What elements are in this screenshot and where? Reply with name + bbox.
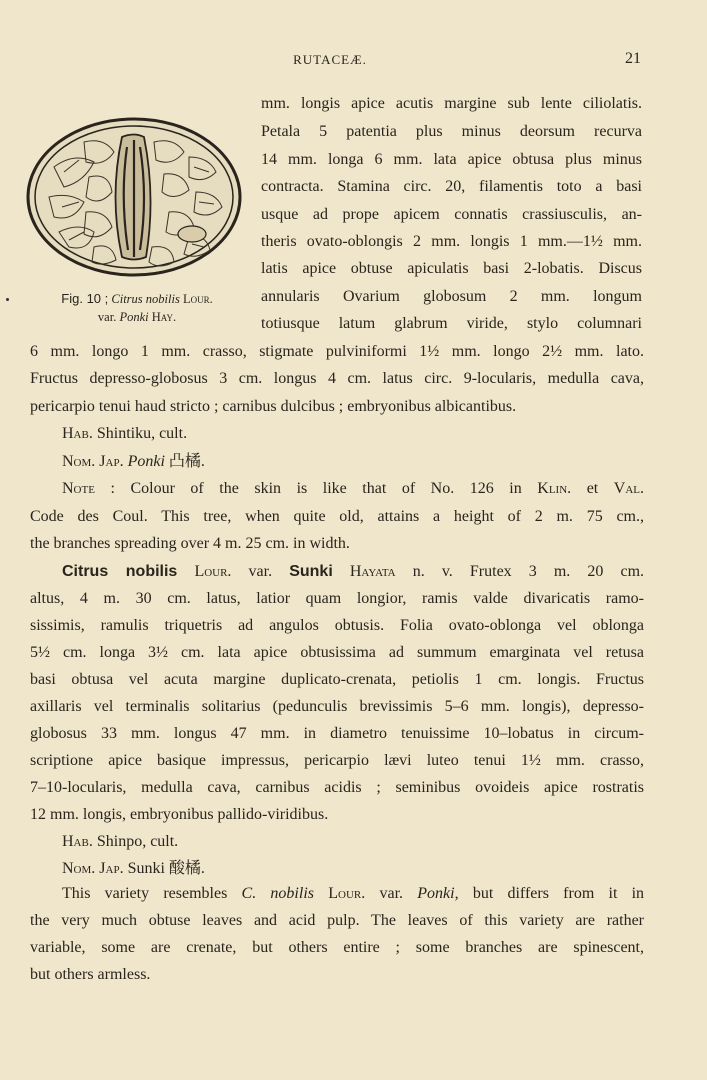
body-line: contracta. Stamina circ. 20, filamentis toto a basi <box>261 178 642 195</box>
japanese-name-line <box>62 452 205 472</box>
body-line: variable, some are crenate, but others entire ; some branches are spinescent, <box>30 939 644 956</box>
body-line: altus, 4 m. 30 cm. latus, latior quam longior, ramis valde divaricatis ramo- <box>30 590 644 607</box>
body-line: 12 mm. longis, embryonibus pallido-viridibus. <box>30 806 329 823</box>
japanese-name-label: Nom. Jap. <box>62 453 124 470</box>
figure-variety-author: Hay. <box>151 310 177 324</box>
habitat-line <box>62 424 187 444</box>
note-klin: Klin. <box>537 480 572 497</box>
body-line: Code des Coul. This tree, when quite old, attains a height of 2 m. 75 cm., <box>30 508 644 525</box>
body-line: 7–10-locularis, medulla cava, carnibus acidis ; seminibus ovoideis apice rostratis <box>30 779 644 796</box>
figure-caption-line-1 <box>26 290 248 308</box>
figure-var-prefix: var. <box>97 310 117 324</box>
margin-mark <box>6 298 9 301</box>
body-line: axillaris vel terminalis solitarius (pedunculis brevissimis 5–6 mm. longis), depresso- <box>30 698 644 715</box>
body-line: usque ad prope apicem connatis crassiusculis, an- <box>261 206 642 223</box>
japanese-kanji: 凸橘. <box>168 453 205 470</box>
habitat-label: Hab. <box>62 833 93 850</box>
body-line: 6 mm. longo 1 mm. crasso, stigmate pulviniformi 1½ mm. longo 2½ mm. lato. <box>30 343 644 360</box>
japanese-name-label: Nom. Jap. <box>62 860 124 877</box>
final-species: C. nobilis <box>241 885 314 902</box>
note-line <box>62 479 644 499</box>
species-var-word: var. <box>248 563 273 580</box>
body-line: 14 mm. longa 6 mm. lata apice obtusa plus minus <box>261 151 642 168</box>
final-text-end: but differs from it in <box>472 885 645 902</box>
citrus-fruit-cross-section-figure <box>24 112 244 282</box>
habitat-text: Shintiku, cult. <box>96 425 188 442</box>
figure-label: Fig. 10 ; <box>61 291 109 306</box>
page-number: 21 <box>625 50 641 67</box>
body-line: globosus 33 mm. longus 47 mm. in diametro tenuissime 10–lobatus in circum- <box>30 725 644 742</box>
species-description-start: Frutex 3 m. 20 cm. <box>469 563 645 580</box>
body-line: pericarpio tenui haud stricto ; carnibus dulcibus ; embryonibus albicantibus. <box>30 398 517 415</box>
body-line: Petala 5 patentia plus minus deorsum recurva <box>261 123 642 140</box>
figure-variety: Ponki <box>119 310 149 324</box>
species-variety-name: Sunki <box>289 563 333 580</box>
habitat-line <box>62 832 178 852</box>
body-line: annularis Ovarium globosum 2 mm. longum <box>261 288 642 305</box>
final-author: Lour. <box>328 885 366 902</box>
body-line: the very much obtuse leaves and acid pulp. The leaves of this variety are rather <box>30 912 644 929</box>
species-author: Lour. <box>194 563 232 580</box>
habitat-label: Hab. <box>62 425 93 442</box>
final-paragraph-line <box>62 884 644 904</box>
body-line: totiusque latum glabrum viride, stylo columnari <box>261 315 642 332</box>
body-line: theris ovato-oblongis 2 mm. longis 1 mm.—1½ mm. <box>261 233 642 250</box>
figure-species: Citrus nobilis <box>111 292 180 306</box>
final-var: var. <box>379 885 404 902</box>
body-line: 5½ cm. longa 3½ cm. lata apice obtusissima ad summum emarginata vel retusa <box>30 644 644 661</box>
body-line: Fructus depresso-globosus 3 cm. longus 4 cm. latus circ. 9-locularis, medulla cava, <box>30 370 644 387</box>
body-line: sissimis, ramulis triquetris ad angulos obtusis. Folia ovato-oblonga vel oblonga <box>30 617 644 634</box>
note-label: Note : <box>62 480 115 497</box>
final-text: This variety resembles <box>62 885 228 902</box>
running-header: RUTACEÆ. <box>293 52 367 67</box>
body-line: the branches spreading over 4 m. 25 cm. in width. <box>30 535 350 552</box>
figure-author: Lour. <box>182 292 213 306</box>
species-status: n. v. <box>412 563 453 580</box>
habitat-text: Shinpo, cult. <box>96 833 179 850</box>
japanese-name: Sunki <box>127 860 165 877</box>
note-val: Val. <box>613 480 644 497</box>
body-line: scriptione apice basique impressus, pericarpio lævi luteo tenui 1½ mm. crasso, <box>30 752 644 769</box>
japanese-name-line <box>62 859 205 879</box>
species-variety-author: Hayata <box>349 563 396 580</box>
figure-caption <box>26 290 248 326</box>
body-line: but others armless. <box>30 966 151 983</box>
body-line: latis apice obtuse apiculatis basi 2-lobatis. Discus <box>261 260 642 277</box>
species-heading-line <box>62 562 644 582</box>
figure-caption-line-2 <box>26 308 248 326</box>
final-variety: Ponki, <box>417 885 459 902</box>
japanese-kanji: 酸橘. <box>168 860 205 877</box>
japanese-name: Ponki <box>127 453 165 470</box>
species-name: Citrus nobilis <box>62 563 178 580</box>
body-line: basi obtusa vel acuta margine duplicato-crenata, petiolis 1 cm. longis. Fructus <box>30 671 644 688</box>
body-line: mm. longis apice acutis margine sub lente ciliolatis. <box>261 95 642 112</box>
note-text: Colour of the skin is like that of No. 126 in <box>130 480 522 497</box>
note-et: et <box>586 480 599 497</box>
